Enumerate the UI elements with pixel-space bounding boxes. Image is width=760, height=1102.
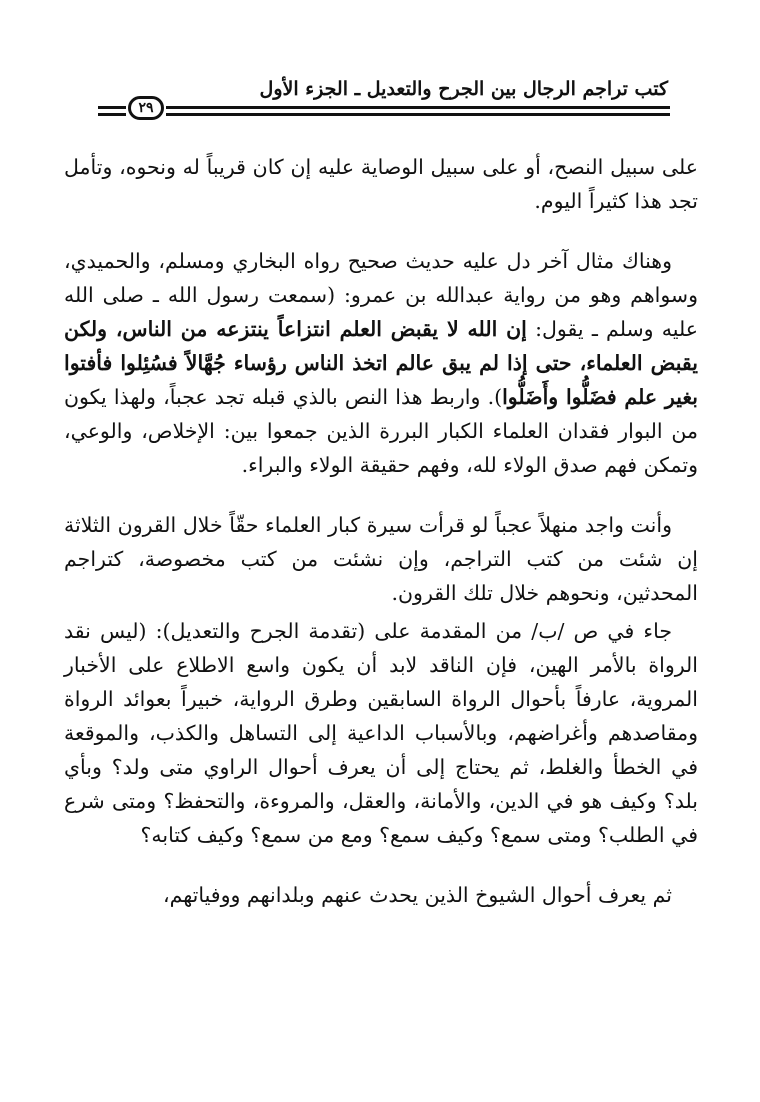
- paragraph-2-intro: وهناك مثال آخر دل عليه حديث صحيح رواه البخاري ومسلم، والحميدي، وسواهم وهو من رواية عبدالله بن عمرو: (سمعت رسول الله ـ صلى الله عليه وسلم ـ يقول:: [64, 249, 698, 341]
- header-rule-left: [98, 106, 126, 114]
- paragraph-5: ثم يعرف أحوال الشيوخ الذين يحدث عنهم وبلدانهم ووفياتهم،: [162, 883, 672, 907]
- paragraph-1: على سبيل النصح، أو على سبيل الوصاية عليه إن كان قريباً له ونحوه، وتأمل تجد هذا كثيراً اليوم.: [64, 155, 698, 213]
- running-header-title: كتب تراجم الرجال بين الجرح والتعديل ـ الجزء الأول: [259, 78, 668, 100]
- paragraph-2-commentary: ). واربط هذا النص بالذي قبله تجد عجباً، ولهذا يكون من البوار فقدان العلماء الكبار البررة الذين جمعوا بين: الإخلاص، والوعي، وتمكن فهم صدق الولاء لله، وفهم حقيقة الولاء والبراء.: [64, 385, 698, 477]
- hadith-quote: إن الله لا يقبض العلم انتزاعاً ينتزعه من الناس، ولكن يقبض العلماء، حتى إذا لم يبق عالم اتخذ الناس رؤساء جُهَّالاً فسُئِلوا فأفتوا بغير علم فضَلُّوا وأَضَلُّوا: [64, 317, 698, 409]
- header-rule: [98, 100, 670, 124]
- paragraph-2: [64, 244, 698, 482]
- body-text: [64, 150, 698, 938]
- paragraph-3: وأنت واجد منهلاً عجباً لو قرأت سيرة كبار العلماء حقّاً خلال القرون الثلاثة إن شئت من كتب التراجم، وإن نشئت من كتب مخصوصة، كتراجم المحدثين، ونحوهم خلال تلك القرون.: [64, 513, 698, 605]
- page-number: ٢٩: [128, 96, 164, 120]
- header-rule-right: [166, 106, 670, 114]
- paragraph-4: جاء في ص /ب/ من المقدمة على (تقدمة الجرح والتعديل): (ليس نقد الرواة بالأمر الهين، فإن الناقد لابد أن يكون واسع الاطلاع على الأخبار المروية، عارفاً بأحوال الرواة السابقين وطرق الرواية، خبيراً بعوائد الرواة ومقاصدهم وأغراضهم، وبالأسباب الداعية إلى التساهل والكذب، والموقعة في الخطأ والغلط، ثم يحتاج إلى أن يعرف أحوال الراوي متى ولد؟ وبأي بلد؟ وكيف هو في الدين، والأمانة، والعقل، والمروءة، والتحفظ؟ ومتى شرع في الطلب؟ ومتى سمع؟ وكيف سمع؟ ومع من سمع؟ وكيف كتابه؟: [64, 619, 698, 847]
